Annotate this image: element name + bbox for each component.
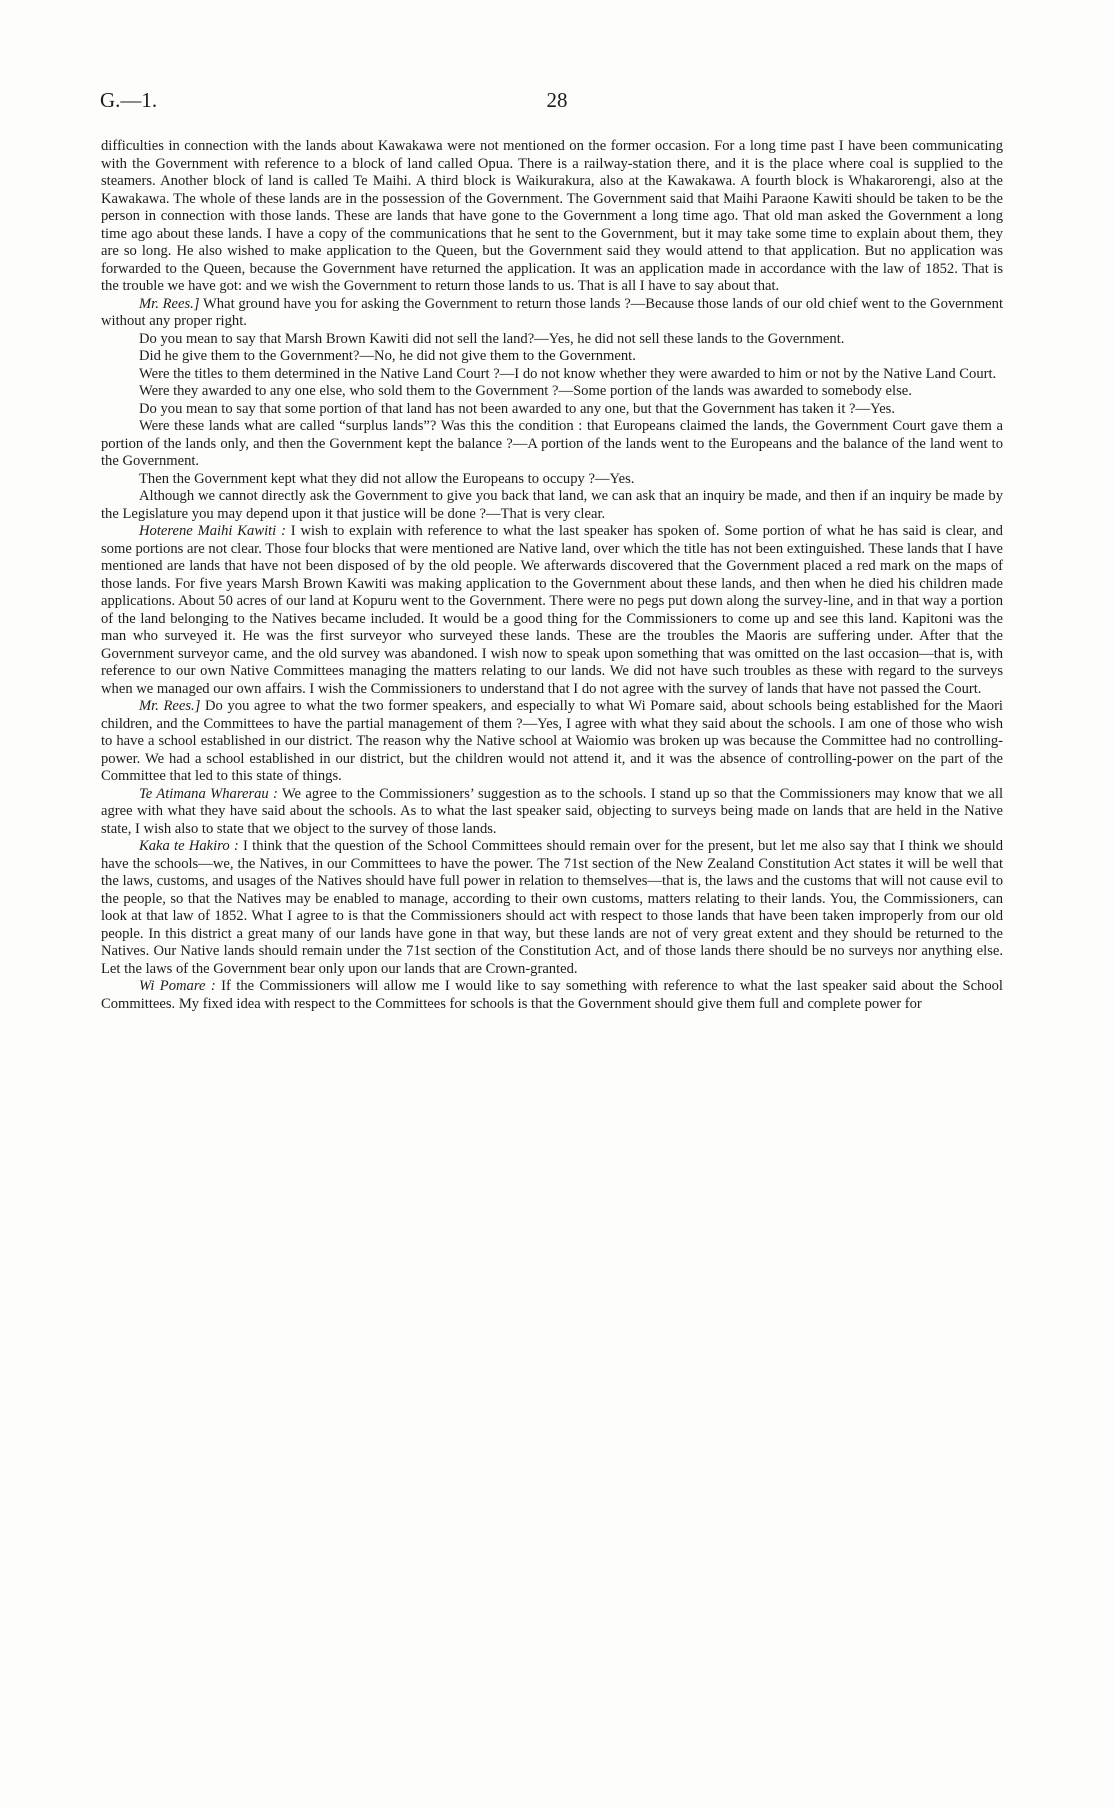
paragraph-text: I wish to explain with reference to what the last speaker has spoken of. Some portion of what he has said is clear, and some portions are not clear. Those four blocks that were mentioned are Native land, over which the title has not been extinguished. These lands that I have mentioned are lands that have not been disposed of by the old people. We afterwards discovered that the Government placed a red mark on the maps of those lands. For five years Marsh Brown Kawiti was making application to the Government about these lands, and then when he died his children made applications. About 50 acres of our land at Kopuru went to the Government. There were no pegs put down along the survey-line, and in that way a portion of the land belonging to the Natives became included. It would be a good thing for the Commissioners to come up and see this land. Kapitoni was the man who surveyed it. He was the first surveyor who surveyed these lands. These are the troubles the Maoris are suffering under. After that the Government surveyor came, and the old survey was abandoned. I wish now to speak upon something that was omitted on the last occasion—that is, with reference to our own Native Committees managing the matters relating to our lands. We did not have such troubles as these with regard to the surveys when we managed our own affairs. I wish the Commissioners to understand that I do not agree with the survey of lands that have not passed the Court. xyxy=(101,523,1003,697)
paragraph-text: Did he give them to the Government?—No, he did not give them to the Government. xyxy=(139,348,636,364)
paragraph-text: Do you mean to say that some portion of that land has not been awarded to any one, but that the Government has taken it ?—Yes. xyxy=(139,400,896,417)
paragraph-text: If the Commissioners will allow me I would like to say something with reference to what the last speaker said about the School Committees. My fixed idea with respect to the Committees for schools is that the Government should give them full and complete power for xyxy=(101,978,1003,1012)
paragraph xyxy=(101,838,1003,978)
paragraph xyxy=(101,698,1003,786)
paragraph xyxy=(101,523,1003,698)
paragraph-text: We agree to the Commissioners’ suggestion as to the schools. I stand up so that the Commissioners may know that we all agree with what they have said about the schools. As to what the last speaker said, objecting to surveys being made on lands that are held in the Native state, I wish also to state that we object to the survey of those lands. xyxy=(101,785,1003,837)
page-number: 28 xyxy=(546,88,568,112)
paragraph xyxy=(101,138,1003,296)
paragraph-text: Were the titles to them determined in the Native Land Court ?—I do not know whether they were awarded to him or not by the Native Land Court. xyxy=(139,365,997,382)
paragraph-text: I think that the question of the School Committees should remain over for the present, but let me also say that I think we should have the schools—we, the Natives, in our Committees to have the power. The 71st section of the New Zealand Constitution Act states it will be well that the laws, customs, and usages of the Natives should have full power in relation to themselves—that is, the laws and the customs that will not cause evil to the people, so that the Natives may be enabled to manage, according to their own customs, matters relating to their lands. You, the Commissioners, can look at that law of 1852. What I agree to is that the Commissioners should act with respect to those lands that have been taken improperly from our old people. In this district a great many of our lands have gone in that way, but these lands are not of very great extent and they should be returned to the Natives. Our Native lands should remain under the 71st section of the Constitution Act, and of those lands there should be no surveys nor anything else. Let the laws of the Government bear only upon our lands that are Crown-granted. xyxy=(101,838,1004,977)
paragraph-text: What ground have you for asking the Government to return those lands ?—Because those lands of our old chief went to the Government without any proper right. xyxy=(101,295,1003,329)
speaker-name: Te Atimana Wharerau : xyxy=(139,785,278,802)
speaker-name: Kaka te Hakiro : xyxy=(139,838,239,854)
running-header xyxy=(100,88,1014,118)
speaker-name: Mr. Rees.] xyxy=(139,295,200,312)
paragraph xyxy=(101,401,1003,419)
paragraph xyxy=(101,383,1003,401)
paragraph-text: Although we cannot directly ask the Government to give you back that land, we can ask that an inquiry be made, and then if an inquiry be made by the Legislature you may depend upon it that justice will be done ?—That is very clear. xyxy=(101,488,1003,522)
paragraph xyxy=(101,418,1003,471)
body-text xyxy=(101,138,1003,1013)
paragraph xyxy=(101,978,1003,1013)
paragraph xyxy=(101,488,1003,523)
paragraph-text: Were they awarded to any one else, who sold them to the Government ?—Some portion of the lands was awarded to somebody else. xyxy=(139,383,912,399)
speaker-name: Wi Pomare : xyxy=(139,978,216,994)
paragraph xyxy=(101,471,1003,489)
paragraph-text: Do you mean to say that Marsh Brown Kawiti did not sell the land?—Yes, he did not sell these lands to the Government. xyxy=(139,330,845,347)
speaker-name: Mr. Rees.] xyxy=(139,698,201,714)
report-reference: G.—1. xyxy=(100,88,158,112)
paragraph xyxy=(101,366,1003,384)
paragraph-text: Do you agree to what the two former speakers, and especially to what Wi Pomare said, about schools being established for the Maori children, and the Committees to have the partial management of them ?—Yes, I agree with what they said about the schools. I am one of those who wish to have a school established in our district. The reason why the Native school at Waiomio was broken up was because the Committee had no controlling-power. We had a school established in our district, but the children would not attend it, and it was the absence of controlling-power on the part of the Committee that led to this state of things. xyxy=(101,698,1003,784)
speaker-name: Hoterene Maihi Kawiti : xyxy=(139,523,286,539)
paragraph xyxy=(101,331,1003,349)
paragraph-text: Then the Government kept what they did not allow the Europeans to occupy ?—Yes. xyxy=(139,470,635,487)
paragraph xyxy=(101,786,1003,839)
paragraph-text: difficulties in connection with the lands about Kawakawa were not mentioned on the former occasion. For a long time past I have been communicating with the Government with reference to a block of land called Opua. There is a railway-station there, and it is the place where coal is supplied to the steamers. Another block of land is called Te Maihi. A third block is Waikurakura, also at the Kawakawa. A fourth block is Whakarorengi, also at the Kawakawa. The whole of these lands are in the possession of the Government. The Government said that Maihi Paraone Kawiti should be taken to be the person in connection with those lands. These are lands that have gone to the Government a long time ago. That old man asked the Government a long time ago about these lands. I have a copy of the communications that he sent to the Government, but it may take some time to explain about them, they are so long. He also wished to make application to the Queen, but the Government said they would attend to that application. But no application was forwarded to the Queen, because the Government have returned the application. It was an application made in accordance with the law of 1852. That is the trouble we have got: and we wish the Government to return those lands to us. That is all I have to say about that. xyxy=(101,138,1003,294)
paragraph-text: Were these lands what are called “surplus lands”? Was this the condition : that Europeans claimed the lands, the Government Court gave them a portion of the lands only, and then the Government kept the balance ?—A portion of the lands went to the Europeans and the balance of the land went to the Government. xyxy=(101,418,1003,469)
paragraph xyxy=(101,348,1003,366)
paragraph xyxy=(101,296,1003,331)
